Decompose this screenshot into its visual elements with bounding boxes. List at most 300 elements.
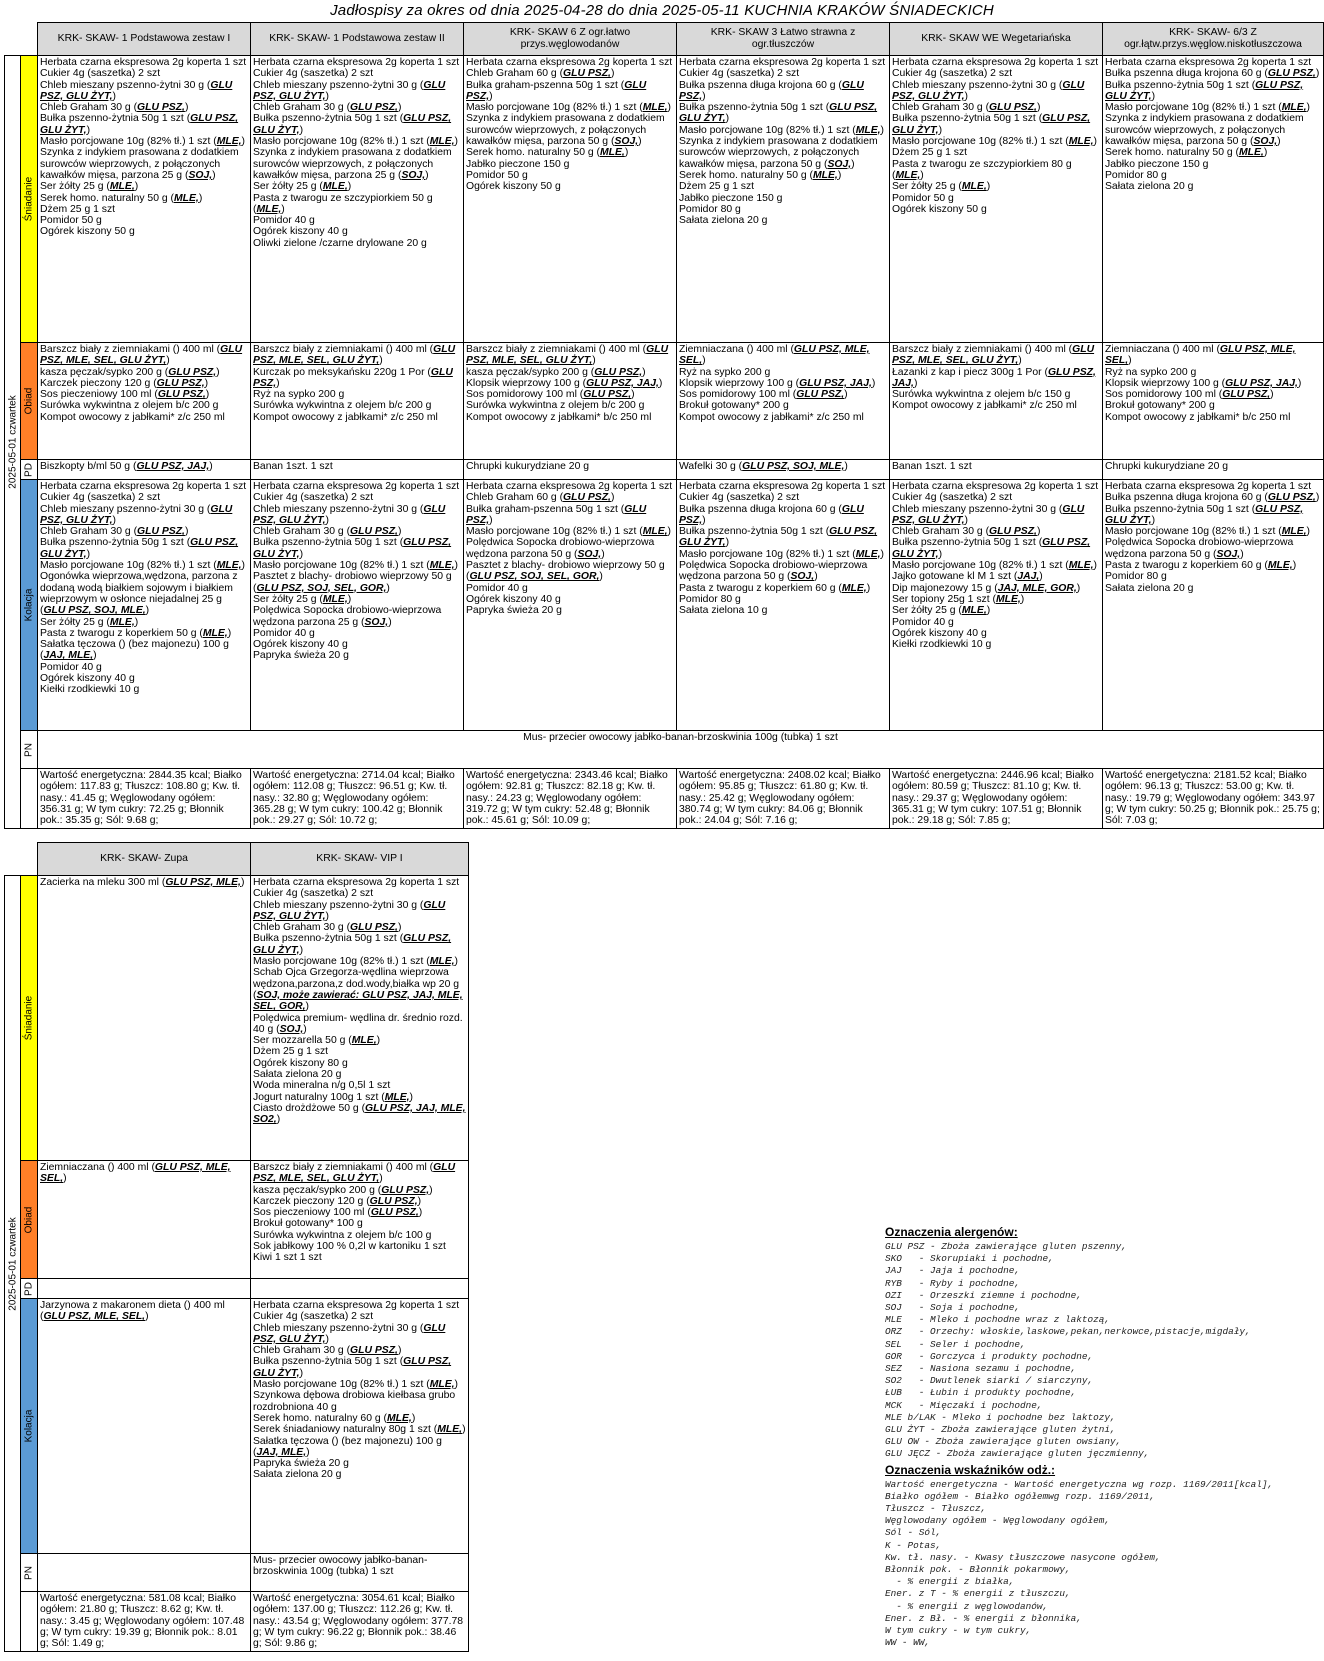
menu-line: kasza pęczak/sypko 200 g (GLU PSZ,) [40,366,220,378]
menu-line: Bułka pszenno-żytnia 50g 1 szt (GLU PSZ, GLU ŻYT,) [40,537,239,560]
menu-line: Wartość energetyczna: 2181.52 kcal; Białko ogółem: 96.13 g; Tłuszcz: 53.00 g; Kw. tł. nasy.: 19.79 g; Węglowodany ogółem: 343.97 g; W tym cukry: 50.25 g; Błonnik pok.: 25.75 g; Sól: 7.03 g; [1105,770,1320,827]
menu-line: Chleb Graham 60 g (GLU PSZ,) [466,68,615,80]
menu-line: Chleb mieszany pszenno-żytni 30 g (GLU PSZ, GLU ŻYT,) [253,899,446,922]
menu-line: Chrupki kukurydziane 20 g [1105,461,1229,472]
menu-line: Polędwica Sopocka drobiowo-wieprzowa wędzona parzona 50 g (SOJ,) [466,537,655,560]
day-cell [5,876,21,1652]
header-corner [5,23,38,56]
allergen-tag: MLE, [995,593,1021,605]
allergen-tag: MLE, [322,593,348,605]
menu-line: Chleb mieszany pszenno-żytni 30 g (GLU PSZ, GLU ŻYT,) [892,79,1085,102]
diet-header: KRK- SKAW- 6/3 Z ogr.łątw.przys.węglow.niskotłuszczowa [1103,23,1324,56]
allergen-tag: MLE, [841,582,867,594]
menu-line: Polędwica Sopocka drobiowo-wieprzowa wędzona parzona 50 g (SOJ,) [679,560,868,583]
menu-line: Ziemniaczana () 400 ml (GLU PSZ, MLE, SEL,) [1105,344,1296,367]
meal-label-kolacja: Kolacja [21,480,38,731]
menu-line: Sałatka tęczowa () (bez majonezu) 100 g (JAJ, MLE,) [40,639,229,662]
allergen-tag: GLU PSZ, GLU ŻYT, [892,503,1085,526]
allergen-tag: GLU PSZ, [369,1195,418,1207]
menu-line: Barszcz biały z ziemniakami () 400 ml (GLU PSZ, MLE, SEL, GLU ŻYT,) [892,344,1095,367]
allergen-tag: MLE, [895,169,921,181]
allergen-tag: GLU PSZ, [989,526,1037,538]
meal-label-pn: PN [21,1554,38,1592]
menu-table-1 [4,22,1324,829]
menu-line: Ser żółty 25 g (MLE,) [40,616,139,628]
nutrition-cell [251,1592,469,1652]
menu-line: Ogórek kiszony 40 g [253,639,348,651]
menu-line: Masło porcjowane 10g (82% tł.) 1 szt (MLE,) [40,136,246,148]
allergen-tag: GLU PSZ, [253,366,453,389]
menu-line: Zacierka na mleku 300 ml (GLU PSZ, MLE,) [40,877,245,888]
diet-header: KRK- SKAW 3 Łatwo strawna z ogr.tłuszczów [677,23,890,56]
allergen-tag: SOJ, [827,158,852,170]
menu-line: Kompot owocowy z jabłkami* b/c 250 ml [1105,411,1291,423]
allergen-tag: GLU PSZ, MLE, SEL, GLU ŻYT, [40,344,243,367]
allergens-title: Oznaczenia alergenów: [885,1225,1018,1239]
menu-line: Brokuł gotowany* 200 g [679,400,789,412]
menu-line: Pomidor 40 g [253,215,315,227]
menu-line: Sałata zielona 20 g [1105,181,1194,193]
menu-line: Masło porcjowane 10g (82% tł.) 1 szt (MLE,) [466,102,672,114]
allergen-tag: GLU PSZ, [381,1184,430,1196]
menu-line: Karczek pieczony 120 g (GLU PSZ,) [40,377,209,389]
menu-line: Bułka pszenno-żytnia 50g 1 szt (GLU PSZ, GLU ŻYT,) [253,113,452,136]
menu-line: Bułka pszenno-żytnia 50g 1 szt (GLU PSZ, GLU ŻYT,) [253,1356,452,1379]
menu-line: Sos pomidorowy 100 ml (GLU PSZ,) [679,389,848,401]
menu-line: kasza pęczak/sypko 200 g (GLU PSZ,) [253,1184,433,1196]
allergen-tag: GLU PSZ, [157,389,206,401]
menu-line: Serek homo. naturalny 50 g (MLE,) [1105,147,1268,159]
allergen-tag: GLU PSZ, MLE, SEL, GLU ŻYT, [466,344,669,367]
menu-cell [251,1161,469,1279]
diet-header: KRK- SKAW 6 Z ogr.łatwo przys.węglowodanów [464,23,677,56]
menu-line: Serek homo. naturalny 60 g (MLE,) [253,1412,416,1424]
allergen-tag: MLE, [1267,560,1293,572]
menu-line: Sos pieczeniowy 100 ml (GLU PSZ,) [253,1207,423,1219]
menu-line: Ogórek kiszony 40 g [253,226,348,238]
menu-line: Sos pieczeniowy 100 ml (GLU PSZ,) [40,389,210,401]
meal-label-pn: PN [21,731,38,769]
menu-line: Bułka pszenno-żytnia 50g 1 szt (GLU PSZ, GLU ŻYT,) [679,526,878,549]
page-title: Jadłospisy za okres od dnia 2025-04-28 do dnia 2025-05-11 KUCHNIA KRAKÓW ŚNIADECKICH [330,2,994,19]
menu-line: Dip majonezowy 15 g (JAJ, MLE, GOR,) [892,582,1081,594]
menu-line: Dżem 25 g 1 szt [253,1046,329,1058]
allergen-tag: MLE, [429,956,455,968]
menu-cell [251,876,469,1161]
menu-cell [464,343,677,460]
menu-line: Cukier 4g (saszetka) 2 szt [892,492,1013,504]
allergen-tag: MLE, [437,1424,463,1436]
menu-line: Cukier 4g (saszetka) 2 szt [253,888,374,900]
menu-line: Bułka pszenno-żytnia 50g 1 szt (GLU PSZ, GLU ŻYT,) [253,537,452,560]
menu-line: Mus- przecier owocowy jabłko-banan-brzoskwinia 100g (tubka) 1 szt [523,732,838,743]
menu-line: Papryka świeża 20 g [253,650,349,662]
allergen-tag: SOJ, [1216,548,1241,560]
menu-line: Wartość energetyczna: 2844.35 kcal; Białko ogółem: 117.83 g; Tłuszcz: 108.80 g; Kw. tł. nasy.: 41.45 g; Węglowodany ogółem: 356.31 g; W tym cukry: 72.25 g; Błonnik pok.: 35.35 g; Sól: 9.68 g; [40,770,242,827]
menu-line: Surówka wykwintna z olejem b/c 200 g [40,400,219,412]
diet-header: KRK- SKAW- Zupa [38,843,251,876]
menu-cell [251,1299,469,1554]
menu-line: Brokuł gotowany* 200 g [1105,400,1215,412]
allergen-tag: JAJ, MLE, [43,650,94,662]
allergen-tag: SOJ, [401,169,426,181]
menu-cell [38,480,251,731]
allergen-tag: GLU PSZ, GLU ŻYT, [892,537,1091,560]
menu-line: Herbata czarna ekspresowa 2g koperta 1 szt [892,481,1099,492]
menu-line: Cukier 4g (saszetka) 2 szt [40,68,161,80]
menu-line: Szynka z indykiem prasowana z dodatkiem surowców wieprzowych, z połączonych kawałków mięsa, parzona 25 g (SOJ,) [253,147,452,181]
menu-line: Masło porcjowane 10g (82% tł.) 1 szt (MLE,) [253,956,459,968]
menu-cell [1103,460,1324,480]
menu-cell [251,343,464,460]
menu-line: Chleb Graham 30 g (GLU PSZ,) [253,922,402,934]
menu-line: Pasta z twarogu ze szczypiorkiem 80 g (MLE,) [892,158,1072,181]
menu-line: Wartość energetyczna: 2408.02 kcal; Białko ogółem: 95.85 g; Tłuszcz: 61.80 g; Kw. tł. nasy.: 25.42 g; Węglowodany ogółem: 380.74 g; W tym cukry: 84.06 g; Błonnik pok.: 24.04 g; Sól: 7.16 g; [679,770,881,827]
menu-line: Biszkopty b/ml 50 g (GLU PSZ, JAJ,) [40,461,213,472]
menu-line: Jarzynowa z makaronem dieta () 400 ml (GLU PSZ, MLE, SEL,) [40,1300,225,1323]
menu-cell [464,56,677,343]
allergen-tag: GLU PSZ, [137,526,185,538]
menu-line: Sałatka tęczowa () (bez majonezu) 100 g (JAJ, MLE,) [253,1435,442,1458]
allergen-tag: GLU PSZ, [350,922,398,934]
menu-line: Bułka pszenna długa krojona 60 g (GLU PSZ,) [679,503,864,526]
menu-line: Sałata zielona 20 g [253,1469,342,1481]
menu-line: Pomidor 40 g [892,616,954,628]
allergen-tag: MLE, [174,192,199,204]
menu-line: Chleb Graham 30 g (GLU PSZ,) [892,526,1041,538]
menu-line: Chleb Graham 30 g (GLU PSZ,) [253,102,402,114]
allergen-tag: GLU PSZ, [594,366,643,378]
menu-cell [38,343,251,460]
menu-line: Kiełki rzodkiewki 10 g [892,639,992,651]
menu-line: Pomidor 50 g [466,169,528,181]
menu-line: Masło porcjowane 10g (82% tł.) 1 szt (MLE,) [892,560,1098,572]
menu-line: kasza pęczak/sypko 200 g (GLU PSZ,) [466,366,646,378]
menu-line: Ogonówka wieprzowa,wędzona, parzona z dodaną wodą białkiem sojowym i białkiem wieprzowym w osłonce niejadalnej 25 g (GLU PSZ, SOJ, MLE,) [40,571,238,617]
menu-line: Sos pomidorowy 100 ml (GLU PSZ,) [1105,389,1274,401]
diet-header: KRK- SKAW- VIP I [251,843,469,876]
allergen-tag: GLU PSZ, SOJ, MLE, [43,605,146,617]
allergen-tag: SOJ, [188,169,213,181]
menu-line: Wafelki 30 g (GLU PSZ, SOJ, MLE,) [679,461,848,472]
meal-label-kolacja: Kolacja [21,1299,38,1554]
menu-line: Cukier 4g (saszetka) 2 szt [679,68,800,80]
allergen-tag: JAJ, [1017,571,1040,583]
menu-line: Bułka pszenna długa krojona 60 g (GLU PSZ,) [1105,492,1320,504]
menu-line: Pasta z twarogu z koperkiem 60 g (MLE,) [679,582,871,594]
menu-line: Wartość energetyczna: 2714.04 kcal; Białko ogółem: 112.08 g; Tłuszcz: 96.51 g; Kw. tł. nasy.: 32.80 g; Węglowodany ogółem: 365.28 g; W tym cukry: 100.42 g; Błonnik pok.: 29.27 g; Sól: 10.72 g; [253,770,455,827]
menu-line: Pomidor 40 g [40,661,102,673]
nutrition-cell [251,769,464,829]
menu-line: Wartość energetyczna: 3054.61 kcal; Białko ogółem: 137.00 g; Tłuszcz: 112.26 g; Kw. tł. nasy.: 43.54 g; Węglowodany ogółem: 377.78 g; W tym cukry: 96.22 g; Błonnik pok.: 38.46 g; Sól: 9.86 g; [253,1593,464,1650]
menu-cell [1103,56,1324,343]
menu-line: Pomidor 40 g [466,582,528,594]
menu-line: Ser żółty 25 g (MLE,) [253,181,352,193]
menu-line: Chleb mieszany pszenno-żytni 30 g (GLU PSZ, GLU ŻYT,) [40,79,233,102]
menu-line: Masło porcjowane 10g (82% tł.) 1 szt (MLE,) [466,526,672,538]
menu-cell [677,56,890,343]
allergen-tag: MLE, [351,1035,377,1047]
allergen-tag: GLU PSZ, GLU ŻYT, [253,899,446,922]
allergen-tag: MLE, [1281,102,1307,114]
menu-line: Chleb Graham 30 g (GLU PSZ,) [253,1345,402,1357]
menu-line: Pasztet z blachy- drobiowo wieprzowy 50 g (GLU PSZ, SOJ, SEL, GOR,) [253,571,452,594]
allergen-tag: GLU PSZ, GLU ŻYT, [253,1356,452,1379]
menu-line: Herbata czarna ekspresowa 2g koperta 1 szt [1105,481,1312,492]
menu-line: Kurczak po meksykańsku 220g 1 Por (GLU PSZ,) [253,366,453,389]
menu-line: Ser mozzarella 50 g (MLE,) [253,1035,381,1047]
menu-line: Dżem 25 g 1 szt [679,181,755,193]
menu-line: Barszcz biały z ziemniakami () 400 ml (GLU PSZ, MLE, SEL, GLU ŻYT,) [40,344,243,367]
menu-line: Jabłko pieczone 150 g [679,192,783,204]
allergen-tag: GLU PSZ, SOJ, SEL, GOR, [256,582,387,594]
menu-cell [677,460,890,480]
menu-line: Bułka pszenno-żytnia 50g 1 szt (GLU PSZ, GLU ŻYT,) [40,113,239,136]
menu-line: Ser żółty 25 g (MLE,) [892,181,991,193]
menu-line: Masło porcjowane 10g (82% tł.) 1 szt (MLE,) [40,560,246,572]
menu-line: Szynkowa dębowa drobiowa kiełbasa grubo rozdrobniona 40 g [253,1390,456,1413]
menu-line: Kompot owocowy z jabłkami* z/c 250 ml [40,411,225,423]
menu-line: Masło porcjowane 10g (82% tł.) 1 szt (MLE,) [1105,102,1311,114]
menu-cell [464,480,677,731]
meal-label-obiad: Obiad [21,1161,38,1279]
menu-cell [677,343,890,460]
menu-cell [38,876,251,1161]
menu-line: Pasta z twarogu z koperkiem 60 g (MLE,) [1105,560,1297,572]
menu-line: Schab Ojca Grzegorza-wędlina wieprzowa wędzona,parzona,z dod.wody,białka wp 20 g (SOJ, może zawierać: GLU PSZ, JAJ, MLE, SEL, GOR,) [253,967,463,1013]
menu-line: Herbata czarna ekspresowa 2g koperta 1 szt [466,481,673,492]
menu-line: Bułka pszenno-żytnia 50g 1 szt (GLU PSZ, GLU ŻYT,) [679,102,878,125]
menu-line: Brokuł gotowany* 100 g [253,1218,363,1230]
allergen-tag: GLU PSZ, JAJ, [136,461,210,472]
meal-label-pd: PD [21,460,38,480]
menu-line: Masło porcjowane 10g (82% tł.) 1 szt (MLE,) [679,124,885,136]
allergen-tag: GLU PSZ, [679,79,864,102]
allergen-tag: GLU PSZ, GLU ŻYT, [40,113,239,136]
allergen-tag: GLU PSZ, [583,389,632,401]
menu-line: Bułka graham-pszenna 50g 1 szt (GLU PSZ,) [466,79,647,102]
nutrition-cell [464,769,677,829]
day-label: 2025-05-01 czwartek [6,1216,18,1311]
menu-line: Kompot owocowy z jabłkami* z/c 250 ml [892,400,1077,412]
menu-line: Herbata czarna ekspresowa 2g koperta 1 szt [466,57,673,68]
menu-line: Szynka z indykiem prasowana z dodatkiem surowców wieprzowych, z połączonych kawałków mięsa, parzona 50 g (SOJ,) [1105,113,1304,148]
menu-line: Pomidor 80 g [679,593,741,605]
menu-line: Surówka wykwintna z olejem b/c 200 g [466,400,645,412]
menu-line: Herbata czarna ekspresowa 2g koperta 1 szt [253,1300,460,1311]
menu-line: Masło porcjowane 10g (82% tł.) 1 szt (MLE,) [253,1379,459,1391]
allergen-tag: GLU PSZ, JAJ, [1225,377,1298,389]
menu-line: Chleb Graham 30 g (GLU PSZ,) [892,102,1041,114]
menu-line: Polędwica Sopocka drobiowo-wieprzowa wędzona parzona 50 g (SOJ,) [1105,537,1294,560]
meal-label-pd: PD [21,1279,38,1299]
allergen-tag: GLU PSZ, GLU ŻYT, [1105,503,1304,526]
allergen-tag: GLU PSZ, [1222,389,1271,401]
menu-cell [251,480,464,731]
menu-line: Ogórek kiszony 40 g [40,673,135,685]
menu-line: Bułka pszenno-żytnia 50g 1 szt (GLU PSZ, GLU ŻYT,) [892,113,1091,136]
menu-line: Ogórek kiszony 40 g [892,627,987,639]
menu-line: Jabłko pieczone 150 g [466,158,570,170]
allergen-tag: GLU PSZ, [168,366,217,378]
allergen-tag: GLU PSZ, MLE, SEL, GLU ŻYT, [253,1162,456,1185]
allergen-tag: MLE, [813,169,838,181]
menu-line: Herbata czarna ekspresowa 2g koperta 1 szt [253,877,460,888]
allergen-tag: GLU PSZ, GLU ŻYT, [253,503,446,526]
allergen-tag: GLU PSZ, GLU ŻYT, [253,1322,446,1345]
allergen-tag: GLU PSZ, [137,102,185,114]
allergen-tag: MLE, [429,1379,455,1391]
menu-line: Sałata zielona 20 g [679,215,768,227]
menu-cell [464,460,677,480]
menu-cell [38,1161,251,1279]
allergen-tag: MLE, [384,1091,410,1103]
menu-line: Pasta z twarogu z koperkiem 50 g (MLE,) [40,627,232,639]
menu-line: Chleb Graham 30 g (GLU PSZ,) [40,526,189,538]
menu-line: Pomidor 50 g [892,192,954,204]
menu-line: Bułka pszenna długa krojona 60 g (GLU PSZ,) [679,79,864,102]
meal-label-sniadanie: Śniadanie [21,56,38,343]
allergen-tag: SOJ, [790,571,815,583]
menu-line: Cukier 4g (saszetka) 2 szt [679,492,800,504]
menu-line: Kompot owocowy z jabłkami* z/c 250 ml [253,411,438,423]
meal-label-sniadanie: Śniadanie [21,876,38,1161]
menu-line: Chleb Graham 60 g (GLU PSZ,) [466,492,615,504]
menu-line: Chleb mieszany pszenno-żytni 30 g (GLU PSZ, GLU ŻYT,) [40,503,233,526]
allergen-tag: GLU PSZ, [370,1207,419,1219]
nutrition-cell [677,769,890,829]
menu-cell [38,1279,251,1299]
menu-line: Barszcz biały z ziemniakami () 400 ml (GLU PSZ, MLE, SEL, GLU ŻYT,) [253,344,456,367]
menu-line: Ciasto drożdżowe 50 g (GLU PSZ, JAJ, MLE, SO2,) [253,1102,466,1126]
menu-line: Herbata czarna ekspresowa 2g koperta 1 szt [892,57,1099,68]
menu-line: Sałata zielona 20 g [253,1069,342,1081]
menu-line: Masło porcjowane 10g (82% tł.) 1 szt (MLE,) [253,136,459,148]
menu-cell [38,460,251,480]
allergen-tag: GLU PSZ, [466,503,647,526]
menu-line: Szynka z indykiem prasowana z dodatkiem surowców wieprzowych, z połączonych kawałków mięsa, parzona 50 g (SOJ,) [679,136,878,170]
nutrition-label [21,769,38,829]
diet-header: KRK- SKAW WE Wegetariańska [890,23,1103,56]
allergen-tag: GLU PSZ, JAJ, [799,377,872,389]
allergen-tag: MLE, [961,605,987,617]
allergen-tag: MLE, [1281,526,1307,538]
allergen-tag: GLU PSZ, GLU ŻYT, [1105,79,1304,102]
allergen-tag: GLU PSZ, MLE, SEL, [1105,344,1296,367]
allergen-tag: GLU PSZ, GLU ŻYT, [40,79,233,102]
allergen-tag: MLE, [256,203,282,215]
menu-line: Polędwica Sopocka drobiowo-wieprzowa wędzona parzona 25 g (SOJ,) [253,605,442,628]
menu-line: Herbata czarna ekspresowa 2g koperta 1 szt [253,57,460,68]
allergen-tag: GLU PSZ, [350,102,398,114]
menu-line: Cukier 4g (saszetka) 2 szt [253,1311,374,1323]
allergen-tag: MLE, [600,147,625,159]
menu-line: Surówka wykwintna z olejem b/c 150 g [892,389,1071,401]
allergen-tag: SOJ, [279,1023,304,1035]
allergen-tag: MLE, [1068,560,1094,572]
menu-table-2 [4,842,469,1652]
allergen-tag: MLE, [642,102,668,114]
menu-line: Pomidor 80 g [1105,571,1167,583]
menu-line: Banan 1szt. 1 szt [892,461,972,472]
menu-line: Herbata czarna ekspresowa 2g koperta 1 szt [253,481,460,492]
allergen-tag: GLU PSZ, MLE, SEL, [679,344,870,367]
menu-line: Ziemniaczana () 400 ml (GLU PSZ, MLE, SEL,) [40,1162,231,1185]
allergen-tag: MLE, [642,526,668,538]
allergen-tag: GLU PSZ, MLE, SEL, GLU ŻYT, [253,344,456,367]
allergen-tag: MLE, [961,181,987,193]
menu-line: Bułka pszenno-żytnia 50g 1 szt (GLU PSZ, GLU ŻYT,) [253,933,452,956]
allergen-tag: MLE, [855,548,881,560]
allergen-tag: GLU PSZ, JAJ, [892,366,1096,389]
allergen-tag: GLU PSZ, [350,526,398,538]
menu-line: Pomidor 80 g [679,203,741,215]
menu-line: Woda mineralna n/g 0,5l 1 szt [253,1080,391,1092]
menu-line: Kompot owocowy z jabłkami* b/c 250 ml [466,411,652,423]
allergen-tag: GLU PSZ, [1267,68,1316,80]
menu-line: Pomidor 50 g [40,215,102,227]
menu-line: Chleb Graham 30 g (GLU PSZ,) [253,526,402,538]
menu-cell [890,56,1103,343]
allergen-tag: MLE, [216,136,242,148]
menu-line: Mus- przecier owocowy jabłko-banan-brzoskwinia 100g (tubka) 1 szt [253,1555,428,1578]
allergen-tag: GLU PSZ, GLU ŻYT, [253,79,446,102]
menu-line: Cukier 4g (saszetka) 2 szt [892,68,1013,80]
allergen-tag: GLU PSZ, [796,389,845,401]
menu-line: Chleb Graham 30 g (GLU PSZ,) [40,102,189,114]
allergen-tag: MLE, [109,616,135,628]
menu-line: Wartość energetyczna: 2343.46 kcal; Białko ogółem: 92.81 g; Tłuszcz: 82.18 g; Kw. tł. nasy.: 24.23 g; Węglowodany ogółem: 319.72 g; W tym cukry: 52.48 g; Błonnik pok.: 45.61 g; Sól: 10.09 g; [466,770,668,827]
menu-line: Ziemniaczana () 400 ml (GLU PSZ, MLE, SEL,) [679,344,870,367]
allergen-tag: GLU PSZ, SOJ, SEL, GOR, [469,571,600,583]
menu-line: Herbata czarna ekspresowa 2g koperta 1 szt [40,481,247,492]
allergen-tag: MLE, [322,181,348,193]
menu-line: Wartość energetyczna: 581.08 kcal; Białko ogółem: 21.80 g; Tłuszcz: 8.62 g; Kw. tł. nasy.: 3.45 g; Węglowodany ogółem: 107.48 g; W tym cukry: 19.39 g; Błonnik pok.: 8.01 g; Sól: 1.49 g; [40,1593,245,1650]
menu-line: Masło porcjowane 10g (82% tł.) 1 szt (MLE,) [253,560,459,572]
menu-line: Jabłko pieczone 150 g [1105,158,1209,170]
allergen-tag: GLU PSZ, MLE, SEL, GLU ŻYT, [892,344,1095,367]
menu-line: Ryż na sypko 200 g [679,366,771,378]
menu-line: Jogurt naturalny 100g 1 szt (MLE,) [253,1091,413,1103]
menu-line: Barszcz biały z ziemniakami () 400 ml (GLU PSZ, MLE, SEL, GLU ŻYT,) [253,1162,456,1185]
menu-cell [38,1299,251,1554]
allergen-tag: SOJ, [364,616,389,628]
menu-line: Pomidor 80 g [1105,169,1167,181]
menu-line: Karczek pieczony 120 g (GLU PSZ,) [253,1195,422,1207]
nutrition-cell [38,769,251,829]
allergen-tag: GLU PSZ, JAJ, [586,377,659,389]
indicators-title: Oznaczenia wskaźników odż.: [885,1462,1056,1477]
menu-cell [677,480,890,731]
menu-line: Cukier 4g (saszetka) 2 szt [253,68,374,80]
menu-cell [890,343,1103,460]
menu-line: Ser żółty 25 g (MLE,) [253,593,352,605]
menu-line: Cukier 4g (saszetka) 2 szt [40,492,161,504]
menu-line: Klopsik wieprzowy 100 g (GLU PSZ, JAJ,) [1105,377,1302,389]
menu-line: Herbata czarna ekspresowa 2g koperta 1 szt [40,57,247,68]
menu-line: Serek homo. naturalny 50 g (MLE,) [679,169,842,181]
allergen-tag: GLU PSZ, GLU ŻYT, [253,113,452,136]
allergen-tag: GLU PSZ, MLE, SEL, [40,1162,231,1185]
menu-cell [890,480,1103,731]
pn-cell [38,1554,251,1592]
allergen-tag: GLU PSZ, GLU ŻYT, [892,79,1085,102]
allergen-tag: SOJ, [1253,136,1278,148]
menu-line: Bułka pszenna długa krojona 60 g (GLU PSZ,) [1105,68,1320,80]
allergen-tag: MLE, [855,124,881,136]
menu-line: Pasta z twarogu ze szczypiorkiem 50 g (MLE,) [253,192,433,215]
allergen-tag: SOJ, może zawierać: GLU PSZ, JAJ, MLE, SEL, GOR, [253,989,463,1013]
